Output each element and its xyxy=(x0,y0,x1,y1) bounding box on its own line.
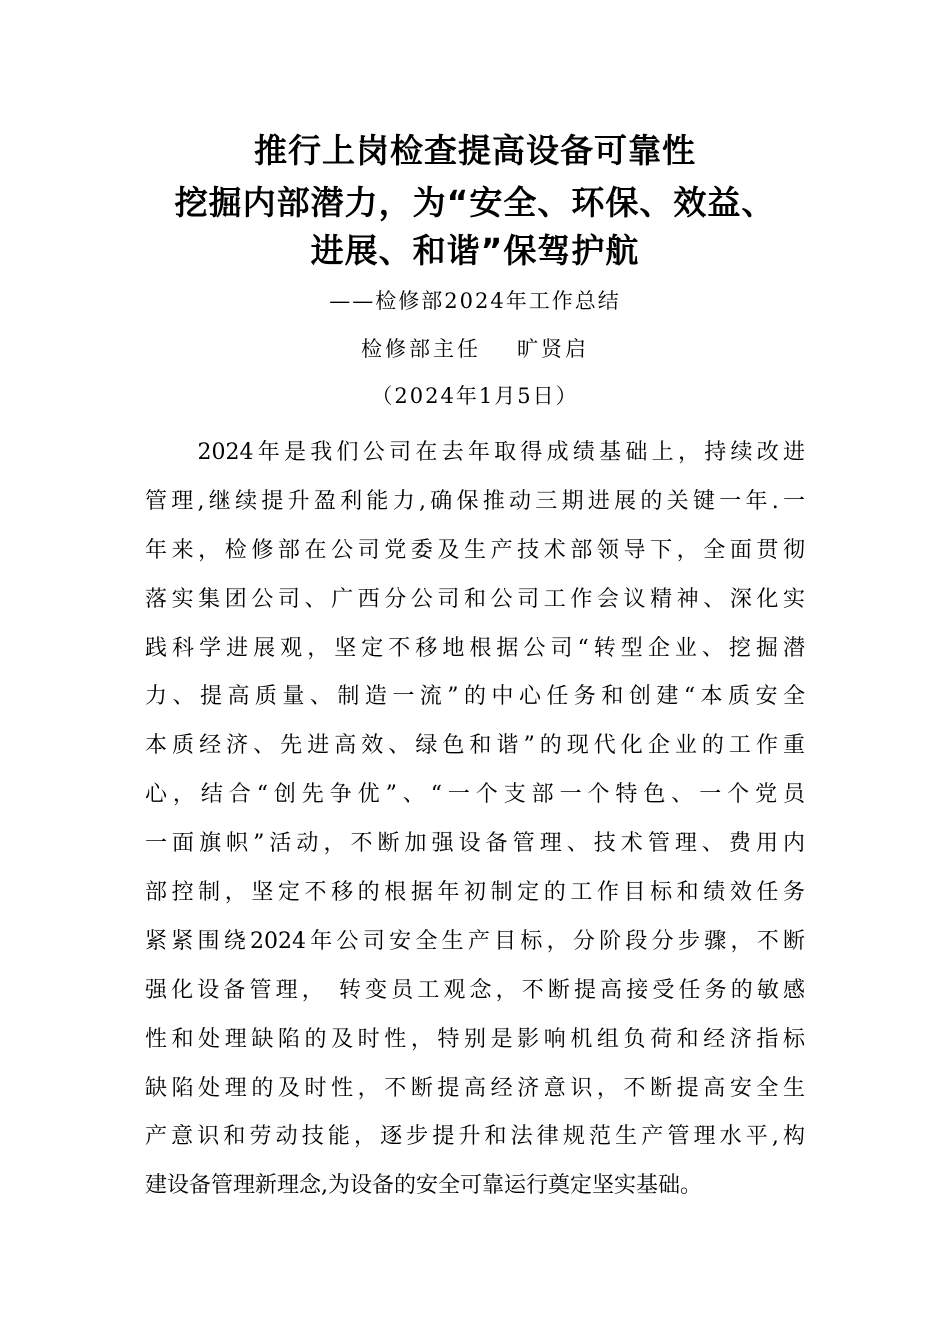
author-line xyxy=(0,334,950,364)
body-paragraph xyxy=(145,429,805,1211)
body-line: 本质经济、先进高效、绿色和谐”的现代化企业的工作重 xyxy=(145,733,805,759)
title-line-2: 挖掘内部潜力，为“安全、环保、效益、 xyxy=(174,183,776,222)
subtitle: ——检修部2024年工作总结 xyxy=(329,289,621,313)
body-line: 力、提高质量、制造一流”的中心任务和创建“本质安全 xyxy=(145,684,805,710)
body-line: 紧紧围绕2024年公司安全生产目标，分阶段分步骤，不断 xyxy=(145,928,805,954)
document-date: （2024年1月5日） xyxy=(371,384,579,408)
author-name: 旷贤启 xyxy=(517,337,589,361)
body-line: 年来，检修部在公司党委及生产技术部领导下，全面贯彻 xyxy=(145,537,805,563)
title-line-1: 推行上岗检查提高设备可靠性 xyxy=(254,131,696,170)
body-line: 缺陷处理的及时性，不断提高经济意识，不断提高安全生 xyxy=(145,1075,805,1101)
body-line: 落实集团公司、广西分公司和公司工作会议精神、深化实 xyxy=(145,586,805,612)
body-line: 2024年是我们公司在去年取得成绩基础上，持续改进 xyxy=(145,440,805,465)
body-line: 产意识和劳动技能，逐步提升和法律规范生产管理水平,构 xyxy=(145,1124,805,1150)
body-line: 部控制，坚定不移的根据年初制定的工作目标和绩效任务 xyxy=(145,880,805,906)
body-line: 建设备管理新理念,为设备的安全可靠运行奠定坚实基础。 xyxy=(145,1173,702,1199)
body-line: 一面旗帜”活动，不断加强设备管理、技术管理、费用内 xyxy=(145,831,805,857)
body-line: 管理,继续提升盈利能力,确保推动三期进展的关键一年.一 xyxy=(145,488,805,514)
body-line: 性和处理缺陷的及时性，特别是影响机组负荷和经济指标 xyxy=(145,1026,805,1052)
title-line-3: 进展、和谐”保驾护航 xyxy=(310,231,640,270)
body-line: 心，结合“创先争优”、“一个支部一个特色、一个党员 xyxy=(145,782,805,808)
body-line: 强化设备管理， 转变员工观念，不断提高接受任务的敏感 xyxy=(145,977,805,1003)
author-title: 检修部主任 xyxy=(361,337,481,361)
body-line: 践科学进展观，坚定不移地根据公司“转型企业、挖掘潜 xyxy=(145,635,805,661)
